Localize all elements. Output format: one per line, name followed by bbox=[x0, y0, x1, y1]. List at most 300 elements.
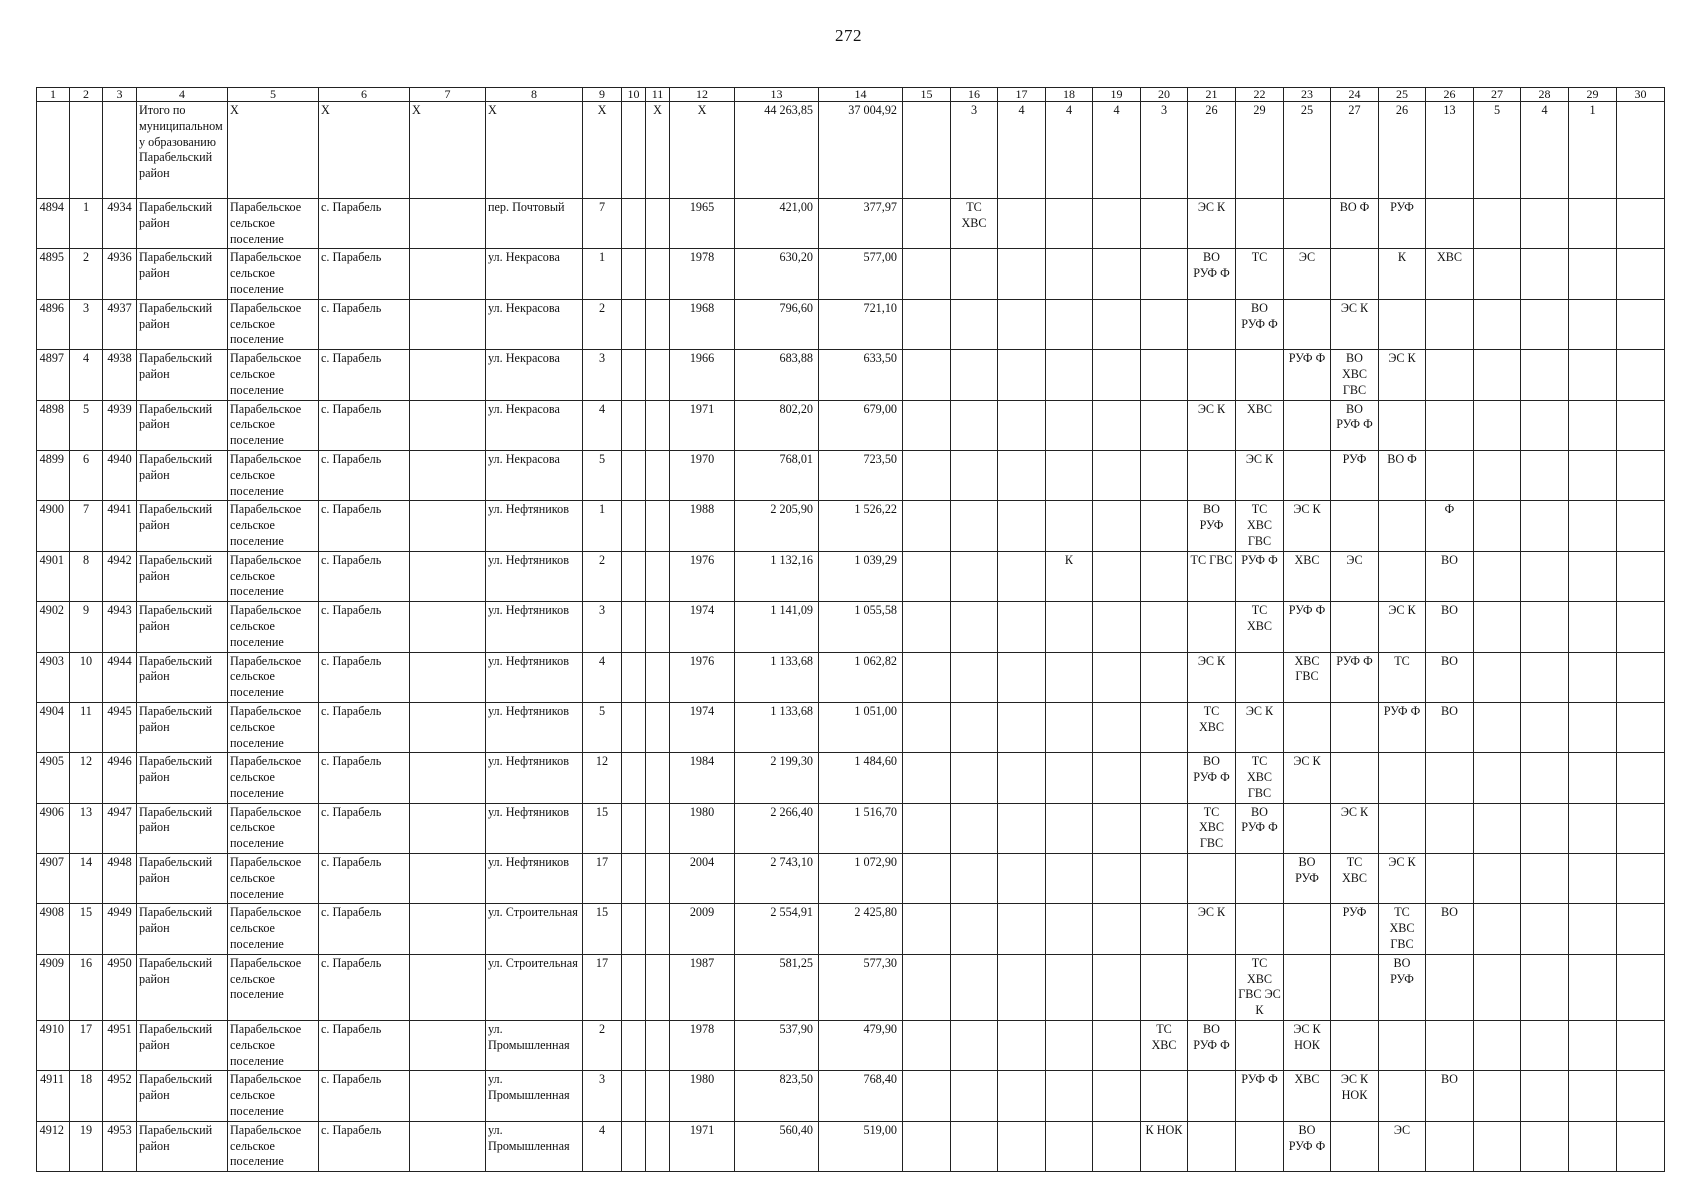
table-cell bbox=[1569, 702, 1617, 752]
total-cell: Х bbox=[670, 102, 735, 199]
table-cell: 4908 bbox=[37, 904, 70, 954]
table-cell: 2 bbox=[583, 299, 622, 349]
table-cell: ЭС bbox=[1284, 249, 1331, 299]
total-cell: Х bbox=[319, 102, 410, 199]
table-cell bbox=[1236, 199, 1284, 249]
table-cell bbox=[1046, 854, 1093, 904]
table-cell bbox=[903, 753, 951, 803]
table-cell: ул. Промышленная bbox=[486, 1021, 583, 1071]
table-cell: 4947 bbox=[103, 803, 137, 853]
table-cell bbox=[998, 400, 1046, 450]
table-cell: 4936 bbox=[103, 249, 137, 299]
table-cell: с. Парабель bbox=[319, 753, 410, 803]
table-cell bbox=[622, 702, 646, 752]
table-cell: 12 bbox=[70, 753, 103, 803]
table-cell bbox=[1046, 249, 1093, 299]
table-cell bbox=[903, 299, 951, 349]
table-cell: 630,20 bbox=[735, 249, 819, 299]
table-cell bbox=[998, 954, 1046, 1020]
table-row bbox=[37, 954, 1665, 1020]
table-cell: 4910 bbox=[37, 1021, 70, 1071]
table-cell: с. Парабель bbox=[319, 551, 410, 601]
table-cell bbox=[646, 954, 670, 1020]
table-cell bbox=[1521, 1121, 1569, 1171]
table-cell: Парабельский район bbox=[137, 299, 228, 349]
table-cell bbox=[1521, 803, 1569, 853]
table-cell: ТС bbox=[1236, 249, 1284, 299]
table-cell bbox=[1617, 602, 1665, 652]
table-cell bbox=[1617, 954, 1665, 1020]
table-cell bbox=[1093, 652, 1141, 702]
table-cell: ВО РУФ bbox=[1284, 854, 1331, 904]
table-cell: ВО РУФ Ф bbox=[1236, 803, 1284, 853]
table-cell: 17 bbox=[583, 954, 622, 1020]
table-cell: 1974 bbox=[670, 602, 735, 652]
table-cell: ВО РУФ Ф bbox=[1188, 1021, 1236, 1071]
table-cell: ЭС К bbox=[1188, 199, 1236, 249]
table-cell bbox=[1141, 551, 1188, 601]
table-cell bbox=[1236, 350, 1284, 400]
total-cell bbox=[903, 102, 951, 199]
total-cell: 4 bbox=[1093, 102, 1141, 199]
table-cell bbox=[1569, 299, 1617, 349]
table-cell: ЭС bbox=[1331, 551, 1379, 601]
total-cell bbox=[37, 102, 70, 199]
table-cell: 1984 bbox=[670, 753, 735, 803]
table-cell bbox=[998, 551, 1046, 601]
table-cell: 560,40 bbox=[735, 1121, 819, 1171]
table-cell bbox=[1093, 954, 1141, 1020]
table-cell bbox=[1426, 450, 1474, 500]
table-cell bbox=[1569, 249, 1617, 299]
table-cell bbox=[903, 400, 951, 450]
table-cell: 5 bbox=[70, 400, 103, 450]
table-cell: ул. Промышленная bbox=[486, 1071, 583, 1121]
table-cell: ТС ХВС bbox=[1141, 1021, 1188, 1071]
table-row bbox=[37, 1071, 1665, 1121]
table-cell: ХВС ГВС bbox=[1284, 652, 1331, 702]
column-number-header: 18 bbox=[1046, 88, 1093, 102]
table-cell bbox=[951, 501, 998, 551]
table-cell: 3 bbox=[583, 350, 622, 400]
table-cell: Парабельское сельское поселение bbox=[228, 954, 319, 1020]
table-cell: 679,00 bbox=[819, 400, 903, 450]
total-cell: 3 bbox=[1141, 102, 1188, 199]
table-cell bbox=[1617, 904, 1665, 954]
table-cell bbox=[646, 702, 670, 752]
table-cell bbox=[646, 350, 670, 400]
column-number-header: 21 bbox=[1188, 88, 1236, 102]
table-row bbox=[37, 249, 1665, 299]
table-cell: 4897 bbox=[37, 350, 70, 400]
table-cell bbox=[1569, 1021, 1617, 1071]
table-cell bbox=[1569, 1071, 1617, 1121]
table-cell bbox=[410, 854, 486, 904]
table-cell bbox=[1141, 702, 1188, 752]
table-cell bbox=[998, 904, 1046, 954]
table-cell bbox=[1046, 299, 1093, 349]
table-cell: ул. Нефтяников bbox=[486, 551, 583, 601]
table-cell bbox=[1379, 501, 1426, 551]
table-cell bbox=[646, 1021, 670, 1071]
table-cell: 421,00 bbox=[735, 199, 819, 249]
table-cell bbox=[998, 1071, 1046, 1121]
column-number-header: 5 bbox=[228, 88, 319, 102]
table-cell: 17 bbox=[583, 854, 622, 904]
table-cell: К bbox=[1046, 551, 1093, 601]
table-cell bbox=[646, 450, 670, 500]
table-cell bbox=[1284, 299, 1331, 349]
table-row bbox=[37, 1021, 1665, 1071]
table-cell: 1 039,29 bbox=[819, 551, 903, 601]
table-cell: 2 bbox=[583, 551, 622, 601]
table-cell: 802,20 bbox=[735, 400, 819, 450]
table-cell bbox=[951, 602, 998, 652]
table-cell bbox=[1521, 753, 1569, 803]
table-cell bbox=[622, 299, 646, 349]
table-cell bbox=[951, 249, 998, 299]
table-cell bbox=[1521, 954, 1569, 1020]
table-cell bbox=[1093, 350, 1141, 400]
table-cell: ТС ХВС bbox=[1331, 854, 1379, 904]
table-cell: РУФ Ф bbox=[1236, 1071, 1284, 1121]
table-cell: пер. Почтовый bbox=[486, 199, 583, 249]
table-cell bbox=[1569, 551, 1617, 601]
column-number-header: 29 bbox=[1569, 88, 1617, 102]
table-cell: 768,40 bbox=[819, 1071, 903, 1121]
table-cell: 1966 bbox=[670, 350, 735, 400]
table-cell bbox=[1569, 501, 1617, 551]
housing-register-table bbox=[36, 87, 1665, 1172]
table-cell: ВО РУФ Ф bbox=[1284, 1121, 1331, 1171]
table-cell bbox=[1474, 299, 1521, 349]
table-cell bbox=[998, 854, 1046, 904]
table-row bbox=[37, 602, 1665, 652]
table-cell: Парабельский район bbox=[137, 501, 228, 551]
table-cell: ТС ХВС ГВС bbox=[1236, 501, 1284, 551]
table-cell: 1971 bbox=[670, 1121, 735, 1171]
table-cell: 1 051,00 bbox=[819, 702, 903, 752]
table-cell: 4907 bbox=[37, 854, 70, 904]
table-cell bbox=[1474, 400, 1521, 450]
table-cell bbox=[1617, 400, 1665, 450]
table-row bbox=[37, 199, 1665, 249]
table-cell bbox=[1569, 450, 1617, 500]
table-cell: 3 bbox=[583, 602, 622, 652]
table-cell bbox=[646, 904, 670, 954]
table-cell bbox=[1617, 1071, 1665, 1121]
table-row bbox=[37, 854, 1665, 904]
table-cell bbox=[1093, 249, 1141, 299]
table-cell bbox=[903, 350, 951, 400]
table-cell: ЭС К bbox=[1379, 350, 1426, 400]
table-cell bbox=[951, 904, 998, 954]
table-cell: Парабельский район bbox=[137, 602, 228, 652]
table-cell bbox=[1141, 199, 1188, 249]
table-cell: 17 bbox=[70, 1021, 103, 1071]
table-cell bbox=[998, 501, 1046, 551]
table-cell bbox=[998, 1121, 1046, 1171]
table-cell: ЭС К bbox=[1284, 753, 1331, 803]
column-number-header: 10 bbox=[622, 88, 646, 102]
table-cell bbox=[410, 803, 486, 853]
table-cell bbox=[1046, 753, 1093, 803]
table-cell bbox=[1188, 1121, 1236, 1171]
table-row bbox=[37, 551, 1665, 601]
table-cell: 2 266,40 bbox=[735, 803, 819, 853]
table-cell: 377,97 bbox=[819, 199, 903, 249]
table-cell: 4945 bbox=[103, 702, 137, 752]
table-cell: ТС ХВС bbox=[1188, 702, 1236, 752]
table-cell: 1 133,68 bbox=[735, 652, 819, 702]
table-cell: Парабельское сельское поселение bbox=[228, 602, 319, 652]
table-cell bbox=[1569, 652, 1617, 702]
table-cell bbox=[1093, 1121, 1141, 1171]
table-cell bbox=[646, 299, 670, 349]
table-cell: ЭС К НОК bbox=[1284, 1021, 1331, 1071]
table-cell: 4943 bbox=[103, 602, 137, 652]
table-cell: с. Парабель bbox=[319, 450, 410, 500]
table-cell: ВО РУФ Ф bbox=[1188, 753, 1236, 803]
table-cell: 4 bbox=[583, 400, 622, 450]
table-cell bbox=[1521, 400, 1569, 450]
table-row bbox=[37, 400, 1665, 450]
table-cell: 2004 bbox=[670, 854, 735, 904]
table-cell bbox=[1569, 602, 1617, 652]
table-cell bbox=[903, 602, 951, 652]
table-cell: ул. Нефтяников bbox=[486, 501, 583, 551]
table-cell: 11 bbox=[70, 702, 103, 752]
table-cell: 3 bbox=[70, 299, 103, 349]
table-cell: 633,50 bbox=[819, 350, 903, 400]
table-cell bbox=[410, 702, 486, 752]
table-cell bbox=[1426, 199, 1474, 249]
table-cell: Парабельский район bbox=[137, 551, 228, 601]
table-cell bbox=[1331, 249, 1379, 299]
table-cell bbox=[1521, 551, 1569, 601]
table-cell: 4 bbox=[583, 1121, 622, 1171]
table-cell bbox=[646, 1071, 670, 1121]
total-cell: 1 bbox=[1569, 102, 1617, 199]
table-cell bbox=[1284, 702, 1331, 752]
total-cell bbox=[622, 102, 646, 199]
column-number-header: 25 bbox=[1379, 88, 1426, 102]
table-cell bbox=[1236, 1121, 1284, 1171]
table-cell bbox=[1141, 350, 1188, 400]
column-number-header: 14 bbox=[819, 88, 903, 102]
table-row bbox=[37, 299, 1665, 349]
table-cell: ХВС bbox=[1284, 1071, 1331, 1121]
column-number-header: 19 bbox=[1093, 88, 1141, 102]
table-cell bbox=[622, 551, 646, 601]
table-cell bbox=[1141, 501, 1188, 551]
table-cell bbox=[1284, 954, 1331, 1020]
table-cell: 1 516,70 bbox=[819, 803, 903, 853]
table-cell bbox=[1521, 854, 1569, 904]
table-cell: с. Парабель bbox=[319, 249, 410, 299]
table-cell: ТС ХВС ГВС bbox=[1188, 803, 1236, 853]
table-cell bbox=[1093, 299, 1141, 349]
table-cell: ул. Нефтяников bbox=[486, 652, 583, 702]
table-cell: 4904 bbox=[37, 702, 70, 752]
table-cell bbox=[1379, 1071, 1426, 1121]
total-cell: 4 bbox=[1521, 102, 1569, 199]
table-cell bbox=[1569, 904, 1617, 954]
table-cell bbox=[903, 450, 951, 500]
table-row bbox=[37, 803, 1665, 853]
table-cell: ВО bbox=[1426, 904, 1474, 954]
table-cell bbox=[622, 602, 646, 652]
table-cell: 7 bbox=[583, 199, 622, 249]
table-cell bbox=[1093, 1021, 1141, 1071]
column-number-header: 1 bbox=[37, 88, 70, 102]
table-cell bbox=[410, 652, 486, 702]
table-row bbox=[37, 652, 1665, 702]
table-cell bbox=[410, 299, 486, 349]
table-cell: Ф bbox=[1426, 501, 1474, 551]
table-cell: с. Парабель bbox=[319, 199, 410, 249]
table-cell: 4905 bbox=[37, 753, 70, 803]
column-number-header: 9 bbox=[583, 88, 622, 102]
table-cell: 14 bbox=[70, 854, 103, 904]
table-cell: 2 554,91 bbox=[735, 904, 819, 954]
table-cell: 4948 bbox=[103, 854, 137, 904]
table-cell bbox=[1093, 803, 1141, 853]
table-cell bbox=[998, 753, 1046, 803]
table-cell bbox=[1474, 1021, 1521, 1071]
table-cell: ЭС К bbox=[1188, 904, 1236, 954]
table-cell bbox=[1236, 652, 1284, 702]
table-cell bbox=[1046, 602, 1093, 652]
table-cell bbox=[951, 1121, 998, 1171]
table-cell: с. Парабель bbox=[319, 702, 410, 752]
table-cell bbox=[1046, 1121, 1093, 1171]
table-cell bbox=[951, 450, 998, 500]
table-cell bbox=[951, 954, 998, 1020]
table-cell bbox=[1331, 954, 1379, 1020]
table-cell: 18 bbox=[70, 1071, 103, 1121]
table-cell: 15 bbox=[583, 803, 622, 853]
table-row bbox=[37, 702, 1665, 752]
table-cell bbox=[951, 400, 998, 450]
table-cell bbox=[1617, 854, 1665, 904]
column-number-header: 22 bbox=[1236, 88, 1284, 102]
table-cell: 12 bbox=[583, 753, 622, 803]
table-cell bbox=[1474, 753, 1521, 803]
table-cell bbox=[1093, 551, 1141, 601]
table-cell: РУФ Ф bbox=[1284, 350, 1331, 400]
table-cell bbox=[1284, 803, 1331, 853]
table-cell bbox=[622, 450, 646, 500]
table-cell bbox=[622, 954, 646, 1020]
table-cell bbox=[903, 1021, 951, 1071]
total-cell: 27 bbox=[1331, 102, 1379, 199]
table-row bbox=[37, 753, 1665, 803]
table-cell: ТС ХВС bbox=[1236, 602, 1284, 652]
table-cell: 4 bbox=[70, 350, 103, 400]
table-cell: ТС ГВС bbox=[1188, 551, 1236, 601]
table-cell bbox=[1331, 1021, 1379, 1071]
table-cell bbox=[1617, 551, 1665, 601]
table-cell bbox=[1617, 249, 1665, 299]
table-cell bbox=[951, 299, 998, 349]
table-cell: Парабельское сельское поселение bbox=[228, 400, 319, 450]
total-cell: 37 004,92 bbox=[819, 102, 903, 199]
column-number-header: 24 bbox=[1331, 88, 1379, 102]
table-cell: 1 062,82 bbox=[819, 652, 903, 702]
table-cell: 1 bbox=[583, 249, 622, 299]
table-cell bbox=[1046, 702, 1093, 752]
table-cell bbox=[1141, 1071, 1188, 1121]
table-cell bbox=[1141, 602, 1188, 652]
table-cell: с. Парабель bbox=[319, 1071, 410, 1121]
table-cell bbox=[1379, 753, 1426, 803]
table-cell: 577,00 bbox=[819, 249, 903, 299]
table-cell bbox=[646, 501, 670, 551]
table-cell: 19 bbox=[70, 1121, 103, 1171]
table-cell bbox=[1093, 854, 1141, 904]
column-number-header: 8 bbox=[486, 88, 583, 102]
column-number-header: 27 bbox=[1474, 88, 1521, 102]
table-cell: Парабельское сельское поселение bbox=[228, 551, 319, 601]
table-cell bbox=[1474, 803, 1521, 853]
table-cell bbox=[1569, 400, 1617, 450]
table-cell: 1971 bbox=[670, 400, 735, 450]
table-cell: 577,30 bbox=[819, 954, 903, 1020]
table-cell bbox=[1426, 954, 1474, 1020]
table-cell bbox=[1569, 199, 1617, 249]
table-cell: 6 bbox=[70, 450, 103, 500]
table-cell: 2 bbox=[583, 1021, 622, 1071]
table-cell bbox=[1521, 350, 1569, 400]
table-cell bbox=[410, 1021, 486, 1071]
table-cell bbox=[622, 350, 646, 400]
table-cell bbox=[998, 702, 1046, 752]
table-cell: ул. Промышленная bbox=[486, 1121, 583, 1171]
table-cell: с. Парабель bbox=[319, 1121, 410, 1171]
table-cell: 5 bbox=[583, 702, 622, 752]
table-cell: Парабельский район bbox=[137, 199, 228, 249]
table-cell: 1 055,58 bbox=[819, 602, 903, 652]
table-row bbox=[37, 450, 1665, 500]
table-cell bbox=[622, 753, 646, 803]
table-cell: ВО РУФ Ф bbox=[1236, 299, 1284, 349]
table-cell: 4939 bbox=[103, 400, 137, 450]
table-cell: 2 743,10 bbox=[735, 854, 819, 904]
table-cell bbox=[998, 602, 1046, 652]
table-cell bbox=[1188, 602, 1236, 652]
table-row bbox=[37, 904, 1665, 954]
column-number-header: 2 bbox=[70, 88, 103, 102]
table-cell: 537,90 bbox=[735, 1021, 819, 1071]
table-cell bbox=[1188, 299, 1236, 349]
table-cell: Парабельское сельское поселение bbox=[228, 652, 319, 702]
column-number-header: 11 bbox=[646, 88, 670, 102]
table-cell bbox=[1046, 904, 1093, 954]
table-cell: ХВС bbox=[1236, 400, 1284, 450]
table-cell: ул. Нефтяников bbox=[486, 602, 583, 652]
table-cell: 1 072,90 bbox=[819, 854, 903, 904]
table-cell: ул. Нефтяников bbox=[486, 803, 583, 853]
table-cell: 4903 bbox=[37, 652, 70, 702]
table-cell: 4944 bbox=[103, 652, 137, 702]
table-cell bbox=[1379, 551, 1426, 601]
table-cell: 4942 bbox=[103, 551, 137, 601]
table-cell bbox=[903, 199, 951, 249]
table-cell: 1970 bbox=[670, 450, 735, 500]
total-cell: 4 bbox=[1046, 102, 1093, 199]
table-cell: К НОК bbox=[1141, 1121, 1188, 1171]
